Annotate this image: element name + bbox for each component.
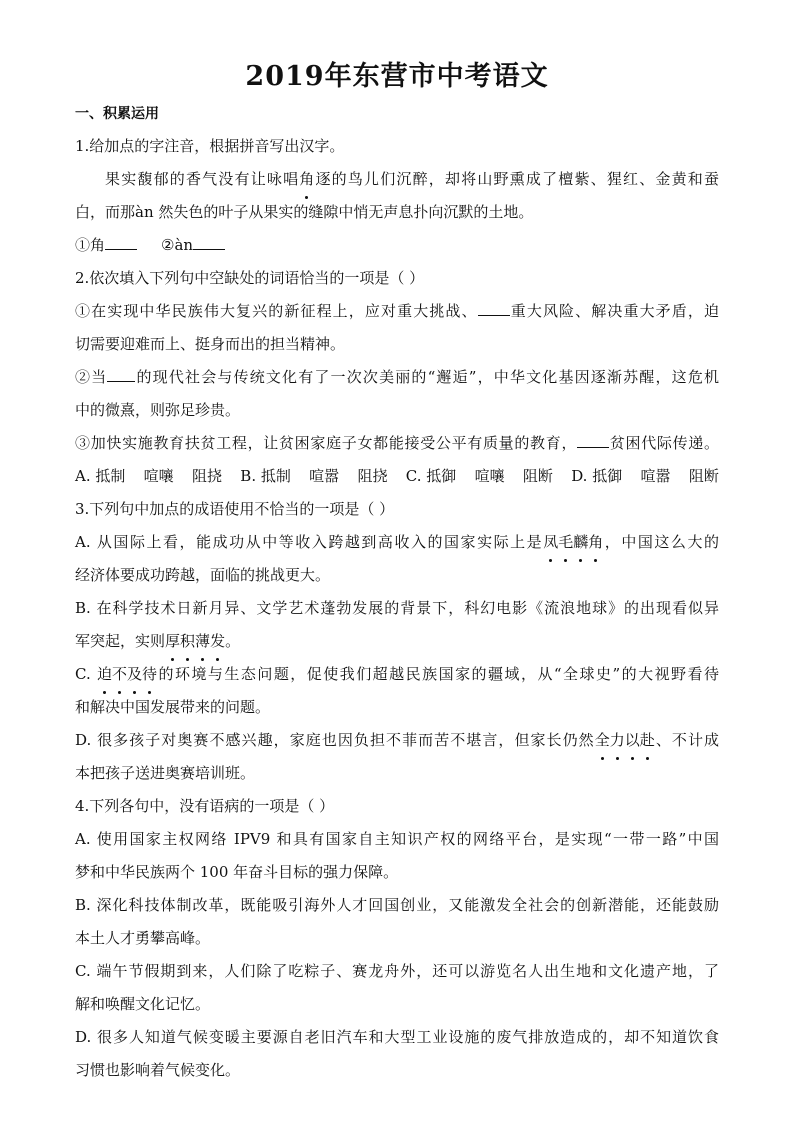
dotted-char: 不 xyxy=(112,658,127,691)
fill-blank[interactable] xyxy=(107,366,135,382)
q3-option-a-line-1[interactable]: A. 从国际上看，能成功从中等收入跨越到高收入的国家实际上是凤毛麟角，中国这么大的 xyxy=(75,526,719,559)
option-a-word-3: 阻挠 xyxy=(191,467,222,485)
q3-option-a-line-2: 经济体要成功跨越，面临的挑战更大。 xyxy=(75,566,331,584)
q2-sentence-2a: ②当 的现代社会与传统文化有了一次次美丽的“邂逅”，中华文化基因逐渐苏醒，这危机 xyxy=(75,368,719,386)
q1-passage-line-2: 白，而那àn 然失色的叶子从果实的缝隙中悄无声息扑向沉默的土地。 xyxy=(75,203,534,221)
dotted-char: 全 xyxy=(595,724,610,757)
q2-sentence-3: ③加快实施教育扶贫工程，让贫困家庭子女都能接受公平有质量的教育， 贫困代际传递。 xyxy=(75,434,719,452)
option-c-word-1[interactable]: C. 抵御 xyxy=(405,467,457,485)
dotted-char: 凤 xyxy=(543,526,558,559)
option-d-word-3: 阻断 xyxy=(688,467,719,485)
option-a-word-1[interactable]: A. 抵制 xyxy=(75,467,126,485)
q3-stem: 3.下列句中加点的成语使用不恰当的一项是（ ） xyxy=(75,500,395,518)
dotted-char: 及 xyxy=(127,658,142,691)
q3-option-b-line-2: 军突起，实则厚积薄发。 xyxy=(75,625,719,658)
dotted-char: 迫 xyxy=(97,658,112,691)
q3-option-b-line-1[interactable]: B. 在科学技术日新月异、文学艺术蓬勃发展的背景下，科幻电影《流浪地球》的出现看似异 xyxy=(75,599,719,617)
q4-option-c-line-2: 解和唤醒文化记忆。 xyxy=(75,995,211,1013)
dotted-char: 角 xyxy=(299,163,314,196)
q3-option-d-line-2: 本把孩子送进奥赛培训班。 xyxy=(75,764,256,782)
q2-options xyxy=(75,460,719,493)
dotted-char: 力 xyxy=(610,724,625,757)
q4-option-a-line-2: 梦和中华民族两个 100 年奋斗目标的强力保障。 xyxy=(75,863,399,881)
q2-sentence-1a: ①在实现中华民族伟大复兴的新征程上，应对重大挑战、 重大风险、解决重大矛盾，迫 xyxy=(75,302,719,320)
fill-blank[interactable] xyxy=(577,432,609,448)
q3-option-d-line-1[interactable]: D. 很多孩子对奥赛不感兴趣，家庭也因负担不菲而苦不堪言，但家长仍然全力以赴、不计成 xyxy=(75,724,719,757)
option-b-word-3: 阻挠 xyxy=(357,467,388,485)
q4-option-b-line-2: 本土人才勇攀高峰。 xyxy=(75,929,211,947)
section-heading: 一、积累运用 xyxy=(75,106,159,122)
q2-sentence-2b: 中的微熹，则弥足珍贵。 xyxy=(75,401,241,419)
q4-option-d-line-1[interactable]: D. 很多人知道气候变暖主要源自老旧汽车和大型工业设施的废气排放造成的，却不知道饮食 xyxy=(75,1028,719,1046)
q4-option-a-line-1[interactable]: A. 使用国家主权网络 IPV9 和具有国家自主知识产权的网络平台，是实现“一带一路”中国 xyxy=(75,830,719,848)
dotted-idiom xyxy=(165,632,225,650)
q4-stem: 4.下列各句中，没有语病的一项是（ ） xyxy=(75,797,335,815)
q1-stem: 1.给加点的字注音，根据拼音写出汉字。 xyxy=(75,137,345,155)
q3-option-c-line-1[interactable]: C. 迫不及待的环境与生态问题，促使我们超越民族国家的疆域，从“全球史”的大视野看待 xyxy=(75,658,719,691)
option-c-word-2: 喧嚷 xyxy=(474,467,505,485)
dotted-char: 赴 xyxy=(640,724,655,757)
q4-option-c-line-1[interactable]: C. 端午节假期到来，人们除了吃粽子、赛龙舟外，还可以游览名人出生地和文化遗产地，了 xyxy=(75,962,719,980)
q2-sentence-1b: 切需要迎难而上、挺身而出的担当精神。 xyxy=(75,335,346,353)
dotted-char: 薄 xyxy=(195,625,210,658)
page-title: 2019年东营市中考语文 xyxy=(245,61,549,92)
dotted-char: 毛 xyxy=(558,526,573,559)
option-b-word-1[interactable]: B. 抵制 xyxy=(240,467,291,485)
fill-blank[interactable] xyxy=(478,300,510,316)
dotted-char: 麟 xyxy=(573,526,588,559)
dotted-idiom xyxy=(97,665,157,683)
dotted-char: 发 xyxy=(210,625,225,658)
q4-option-b-line-1[interactable]: B. 深化科技体制改革，既能吸引海外人才回国创业，又能激发全社会的创新潜能，还能鼓励 xyxy=(75,896,719,914)
option-d-word-1[interactable]: D. 抵御 xyxy=(571,467,623,485)
option-b-word-2: 喧嚣 xyxy=(309,467,340,485)
q3-option-c-line-2: 和解决中国发展带来的问题。 xyxy=(75,698,271,716)
option-c-word-3: 阻断 xyxy=(522,467,553,485)
q1-passage-line-1: 果实馥郁的香气没有让咏唱角逐的鸟儿们沉醉，却将山野熏成了檀紫、猩红、金黄和蚕 xyxy=(75,163,719,196)
option-a-word-2: 喧嚷 xyxy=(143,467,174,485)
answer-blank[interactable] xyxy=(105,234,137,250)
dotted-char: 待 xyxy=(142,658,157,691)
dotted-char: 角 xyxy=(588,526,603,559)
q4-option-d-line-2: 习惯也影响着气候变化。 xyxy=(75,1061,241,1079)
dotted-char: 积 xyxy=(180,625,195,658)
dotted-idiom xyxy=(595,731,655,749)
q1-answer-line: ①角 ②àn xyxy=(75,229,719,262)
dotted-char: 厚 xyxy=(165,625,180,658)
option-d-word-2: 喧嚣 xyxy=(640,467,671,485)
dotted-idiom xyxy=(543,533,603,551)
answer-blank[interactable] xyxy=(193,234,225,250)
dotted-char: 以 xyxy=(625,724,640,757)
q2-stem: 2.依次填入下列句中空缺处的词语恰当的一项是（ ） xyxy=(75,269,425,287)
